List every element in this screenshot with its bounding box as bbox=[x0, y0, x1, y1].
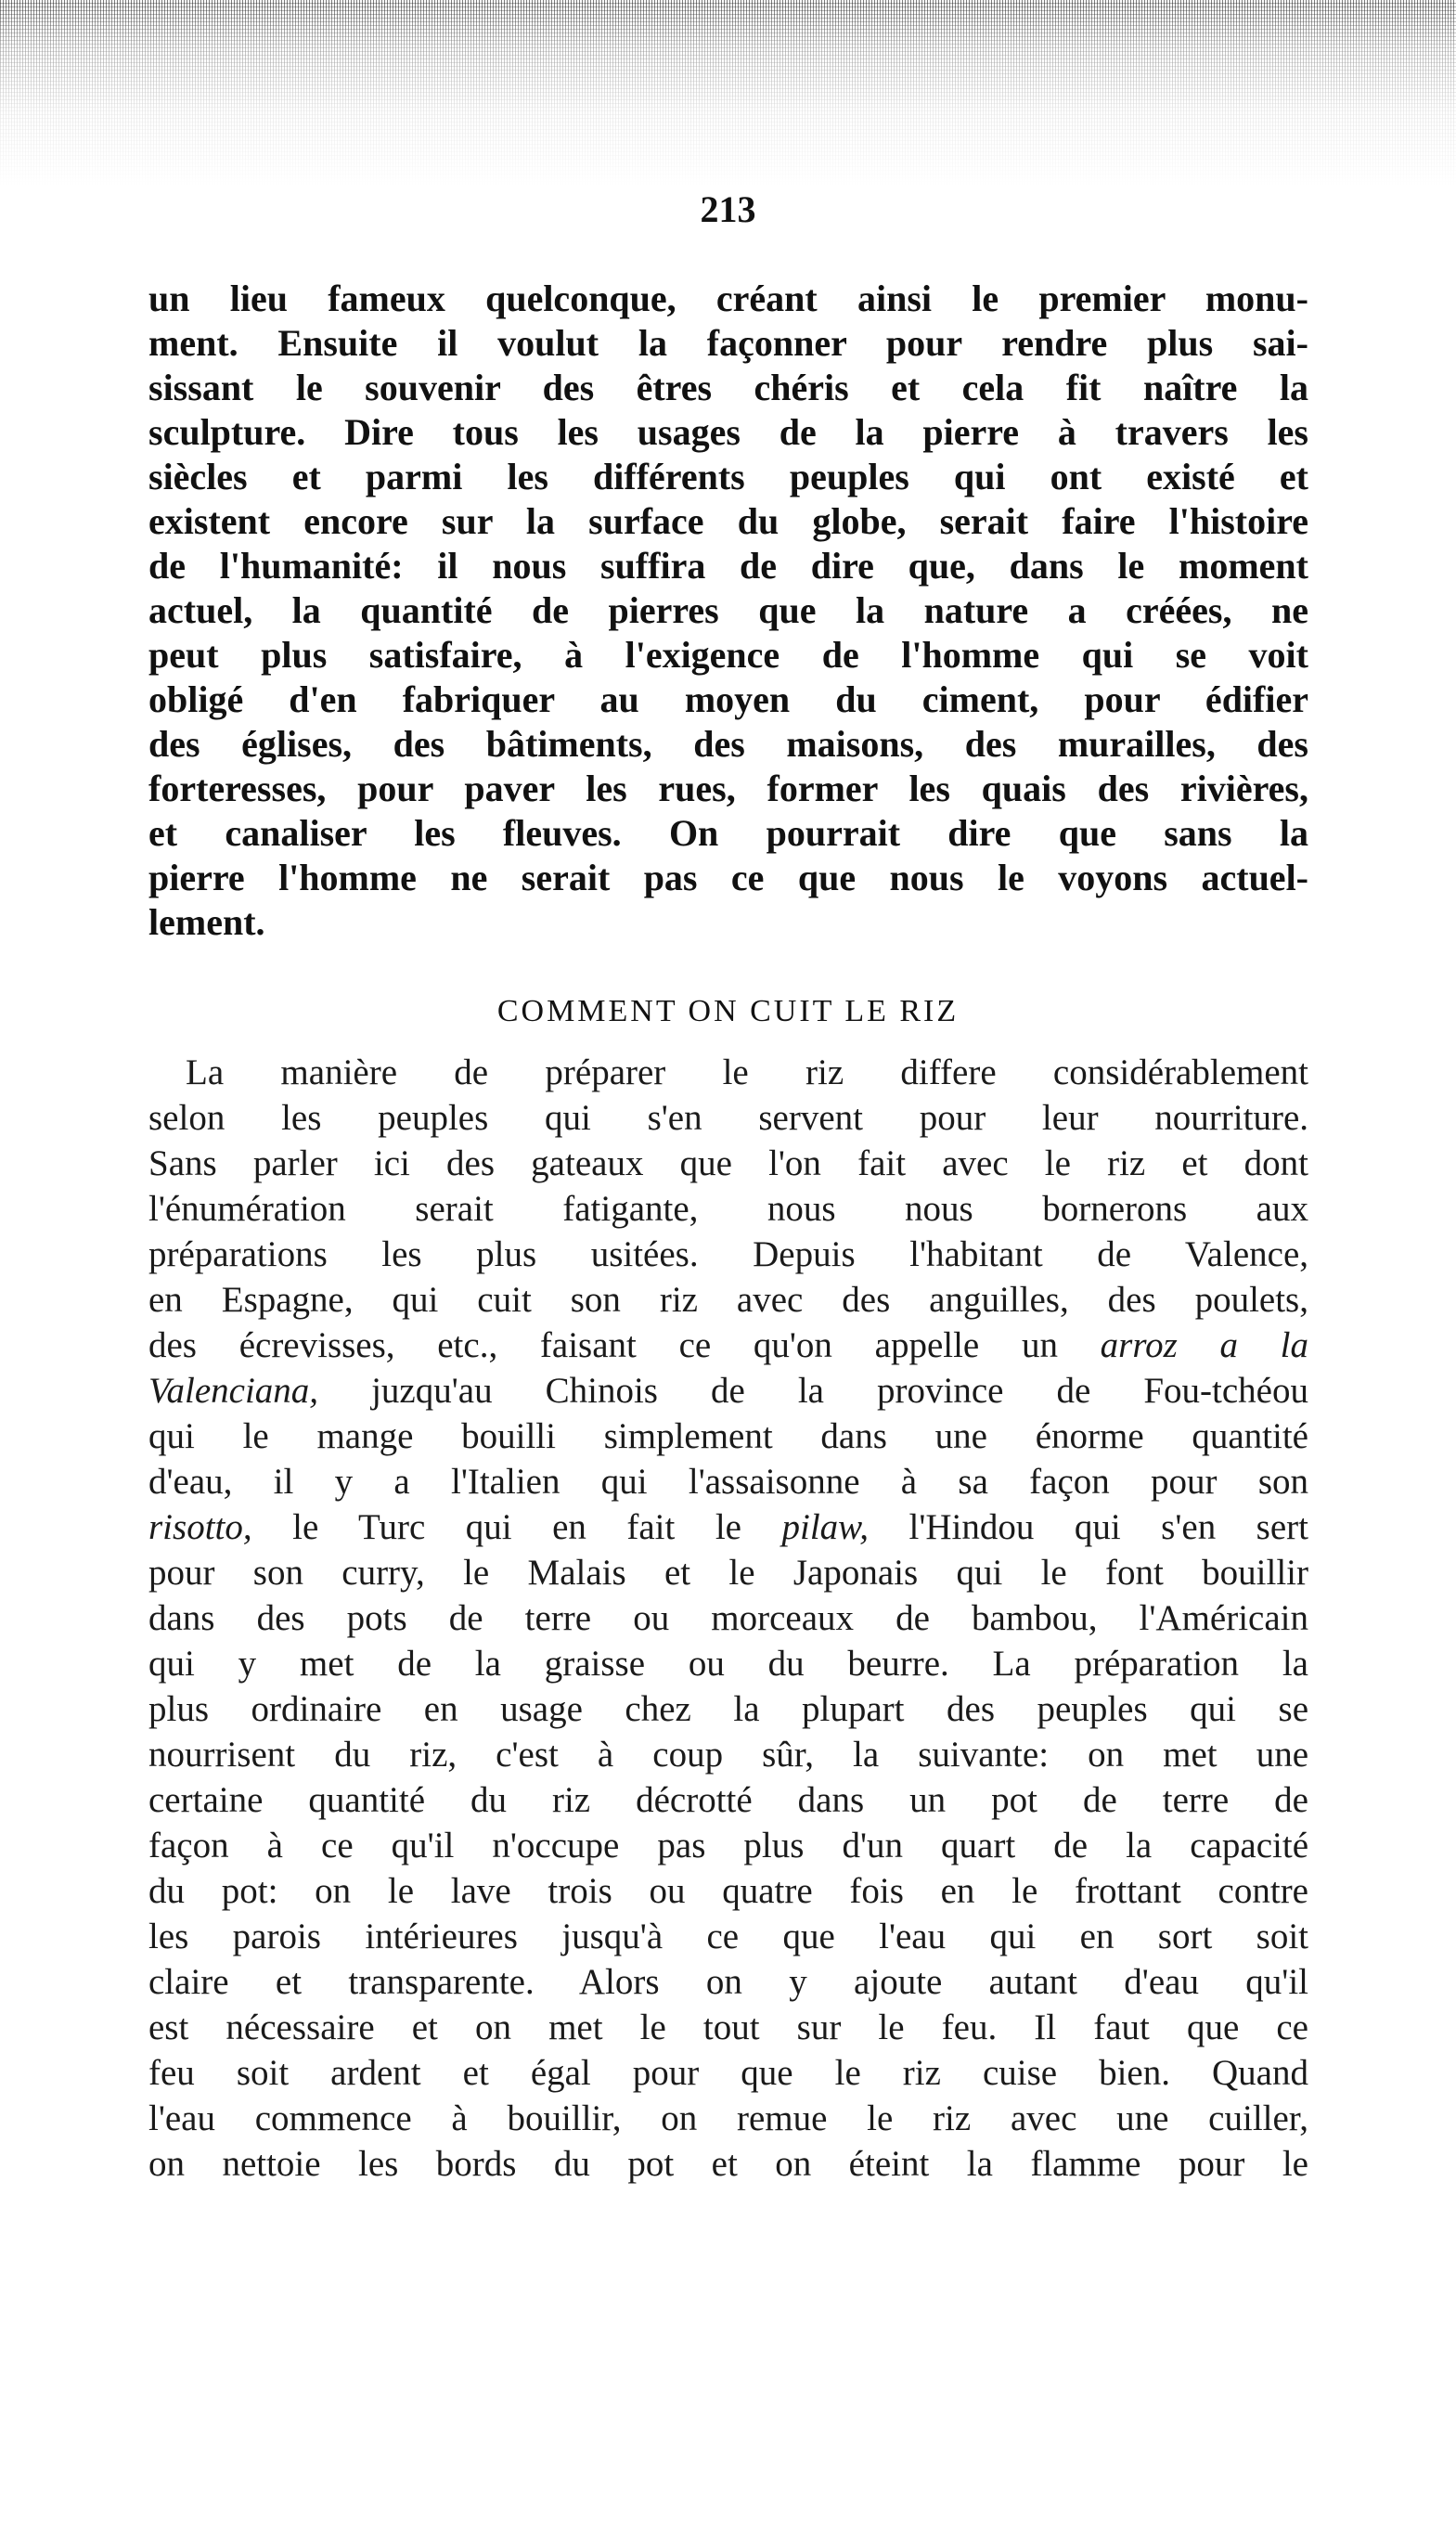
text-line: feu soit ardent et égal pour que le riz cuise bien. Quand bbox=[148, 2053, 1308, 2093]
text-line: on nettoie les bords du pot et on éteint la flamme pour le bbox=[148, 2144, 1308, 2184]
italic-term: Valenciana, bbox=[148, 1371, 319, 1411]
text-line: plus ordinaire en usage chez la plupart des peuples qui se bbox=[148, 1689, 1308, 1729]
text-line: pour son curry, le Malais et le Japonais qui le font bouillir bbox=[148, 1553, 1308, 1593]
text-line: lement. bbox=[148, 901, 265, 943]
text-line bbox=[148, 1369, 1308, 1413]
text-line: obligé d'en fabriquer au moyen du ciment, pour édifier bbox=[148, 678, 1308, 720]
italic-term: risotto, bbox=[148, 1507, 252, 1547]
text-line: sissant le souvenir des êtres chéris et cela fit naître la bbox=[148, 367, 1308, 408]
text-line: qui le mange bouilli simplement dans une énorme quantité bbox=[148, 1416, 1308, 1456]
text-run: le Turc qui en fait le bbox=[251, 1507, 782, 1547]
text-line: d'eau, il y a l'Italien qui l'assaisonne à sa façon pour son bbox=[148, 1462, 1308, 1502]
text-line: l'énumération serait fatigante, nous nous bornerons aux bbox=[148, 1189, 1308, 1229]
text-line: Sans parler ici des gateaux que l'on fait avec le riz et dont bbox=[148, 1143, 1308, 1183]
text-line: peut plus satisfaire, à l'exigence de l'homme qui se voit bbox=[148, 634, 1308, 676]
text-line bbox=[148, 1323, 1308, 1368]
text-line: préparations les plus usitées. Depuis l'habitant de Valence, bbox=[148, 1234, 1308, 1274]
text-line: l'eau commence à bouillir, on remue le riz avec une cuiller, bbox=[148, 2098, 1308, 2138]
text-line: les parois intérieures jusqu'à ce que l'eau qui en sort soit bbox=[148, 1917, 1308, 1956]
text-run: juzqu'au Chinois de la province de Fou-tchéou bbox=[318, 1371, 1308, 1411]
text-line: selon les peuples qui s'en servent pour leur nourriture. bbox=[148, 1098, 1308, 1138]
section-heading: COMMENT ON CUIT LE RIZ bbox=[496, 994, 960, 1028]
text-line: qui y met de la graisse ou du beurre. La préparation la bbox=[148, 1644, 1308, 1684]
text-line: façon à ce qu'il n'occupe pas plus d'un quart de la capacité bbox=[148, 1826, 1308, 1865]
text-line: est nécessaire et on met le tout sur le feu. Il faut que ce bbox=[148, 2007, 1308, 2047]
text-line: actuel, la quantité de pierres que la nature a créées, ne bbox=[148, 589, 1308, 631]
text-line: certaine quantité du riz décrotté dans un pot de terre de bbox=[148, 1780, 1308, 1820]
text-line: sculpture. Dire tous les usages de la pierre à travers les bbox=[148, 411, 1308, 453]
text-line bbox=[148, 1505, 1308, 1550]
text-line: du pot: on le lave trois ou quatre fois en le frottant contre bbox=[148, 1871, 1308, 1911]
scan-noise-band bbox=[0, 0, 1456, 186]
text-run: des écrevisses, etc., faisant ce qu'on appelle un bbox=[148, 1325, 1101, 1365]
text-line: nourrisent du riz, c'est à coup sûr, la suivante: on met une bbox=[148, 1735, 1308, 1775]
text-line: siècles et parmi les différents peuples qui ont existé et bbox=[148, 456, 1308, 497]
text-line: dans des pots de terre ou morceaux de bambou, l'Américain bbox=[148, 1598, 1308, 1638]
italic-term: pilaw, bbox=[781, 1507, 870, 1547]
text-line: existent encore sur la surface du globe, serait faire l'histoire bbox=[148, 500, 1308, 542]
text-line: La manière de préparer le riz differe considérablement bbox=[186, 1052, 1308, 1092]
text-line: un lieu fameux quelconque, créant ainsi le premier monu- bbox=[148, 278, 1308, 319]
text-run: l'Hindou qui s'en sert bbox=[869, 1507, 1308, 1547]
text-line: des églises, des bâtiments, des maisons, des murailles, des bbox=[148, 723, 1308, 765]
text-line: en Espagne, qui cuit son riz avec des anguilles, des poulets, bbox=[148, 1280, 1308, 1320]
text-line: et canaliser les fleuves. On pourrait dire que sans la bbox=[148, 812, 1308, 854]
text-line: ment. Ensuite il voulut la façonner pour rendre plus sai- bbox=[148, 322, 1308, 364]
text-line: de l'humanité: il nous suffira de dire que, dans le moment bbox=[148, 545, 1308, 587]
text-line: pierre l'homme ne serait pas ce que nous le voyons actuel- bbox=[148, 857, 1308, 898]
text-line: forteresses, pour paver les rues, former les quais des rivières, bbox=[148, 768, 1308, 809]
page-number: 213 bbox=[700, 188, 756, 230]
text-line: claire et transparente. Alors on y ajoute autant d'eau qu'il bbox=[148, 1962, 1308, 2002]
italic-term: arroz a la bbox=[1100, 1325, 1308, 1365]
